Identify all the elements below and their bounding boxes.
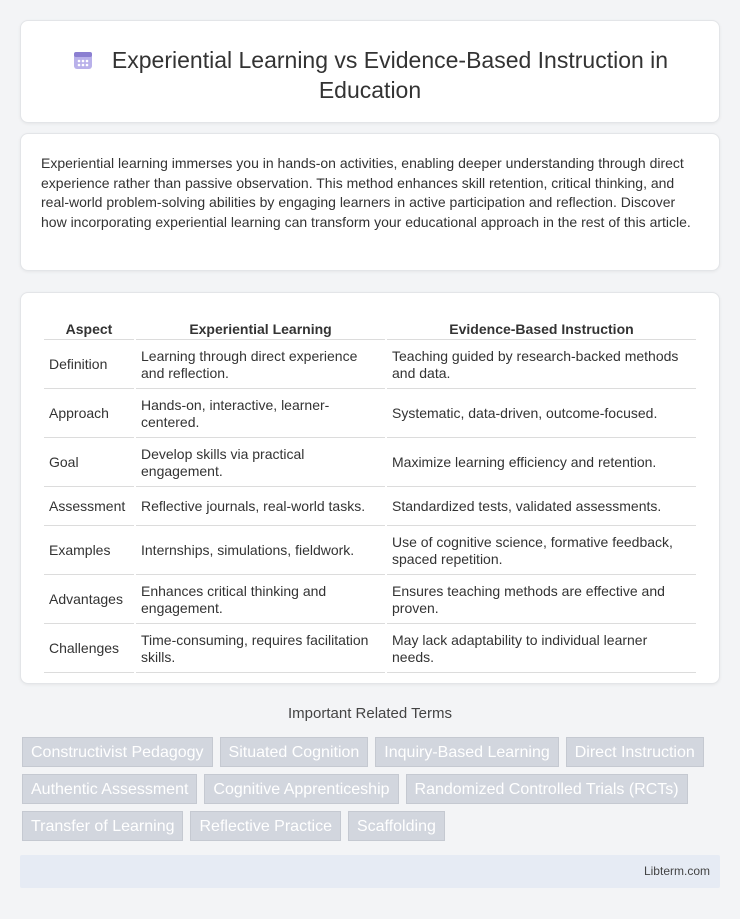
footer [20, 855, 720, 888]
tag-constructivist-pedagogy[interactable]: Constructivist Pedagogy [22, 737, 213, 767]
cell-aspect: Assessment [44, 489, 134, 526]
cell-evidence: Teaching guided by research-backed methods and data. [387, 342, 696, 389]
cell-experiential: Time-consuming, requires facilitation skills. [136, 626, 385, 673]
cell-evidence: Standardized tests, validated assessments. [387, 489, 696, 526]
footer-site-link[interactable]: Libterm.com [643, 864, 710, 878]
table-header-row [44, 316, 696, 340]
cell-experiential: Internships, simulations, fieldwork. [136, 528, 385, 575]
tag-reflective-practice[interactable]: Reflective Practice [190, 811, 341, 841]
table-row [44, 626, 696, 673]
cell-aspect: Definition [44, 342, 134, 389]
table-row [44, 391, 696, 438]
cell-aspect: Examples [44, 528, 134, 575]
intro-card [20, 133, 720, 271]
cell-experiential: Develop skills via practical engagement. [136, 440, 385, 487]
related-terms-title: Important Related Terms [288, 705, 452, 722]
page-title [21, 45, 719, 105]
tag-inquiry-based-learning[interactable]: Inquiry-Based Learning [375, 737, 558, 767]
cell-evidence: Ensures teaching methods are effective and proven. [387, 577, 696, 624]
tag-situated-cognition[interactable]: Situated Cognition [220, 737, 369, 767]
table-row [44, 489, 696, 526]
header-aspect: Aspect [44, 316, 134, 340]
header-experiential: Experiential Learning [136, 316, 385, 340]
header-evidence: Evidence-Based Instruction [387, 316, 696, 340]
cell-experiential: Learning through direct experience and reflection. [136, 342, 385, 389]
tag-randomized-controlled-trials[interactable]: Randomized Controlled Trials (RCTs) [406, 774, 688, 804]
tag-transfer-of-learning[interactable]: Transfer of Learning [22, 811, 183, 841]
comparison-table [42, 314, 698, 675]
cell-experiential: Reflective journals, real-world tasks. [136, 489, 385, 526]
cell-aspect: Advantages [44, 577, 134, 624]
cell-experiential: Enhances critical thinking and engagement. [136, 577, 385, 624]
table-row [44, 440, 696, 487]
cell-experiential: Hands-on, interactive, learner-centered. [136, 391, 385, 438]
table-row [44, 577, 696, 624]
header-card [20, 20, 720, 123]
tag-row [22, 811, 722, 848]
table-row [44, 528, 696, 575]
intro-paragraph: Experiential learning immerses you in hands-on activities, enabling deeper understanding through direct experience rather than passive observation. This method enhances skill retention, critical thinking, and real-world problem-solving abilities by engaging learners in active participation and reflection. Discover how incorporating experiential learning can transform your educational approach in the rest of this article. [41, 155, 691, 230]
tag-direct-instruction[interactable]: Direct Instruction [566, 737, 704, 767]
title-text: Experiential Learning vs Evidence-Based Instruction in Education [111, 47, 669, 103]
tag-cognitive-apprenticeship[interactable]: Cognitive Apprenticeship [204, 774, 398, 804]
tag-scaffolding[interactable]: Scaffolding [348, 811, 445, 841]
cell-evidence: Systematic, data-driven, outcome-focused. [387, 391, 696, 438]
cell-evidence: May lack adaptability to individual learner needs. [387, 626, 696, 673]
cell-aspect: Goal [44, 440, 134, 487]
cell-evidence: Maximize learning efficiency and retention. [387, 440, 696, 487]
calendar-grid-icon [72, 49, 94, 71]
cell-aspect: Approach [44, 391, 134, 438]
table-row [44, 342, 696, 389]
tag-authentic-assessment[interactable]: Authentic Assessment [22, 774, 197, 804]
tag-row [22, 774, 722, 811]
tag-row [22, 737, 722, 774]
comparison-card [20, 292, 720, 684]
related-terms-list [22, 737, 722, 848]
cell-evidence: Use of cognitive science, formative feedback, spaced repetition. [387, 528, 696, 575]
cell-aspect: Challenges [44, 626, 134, 673]
